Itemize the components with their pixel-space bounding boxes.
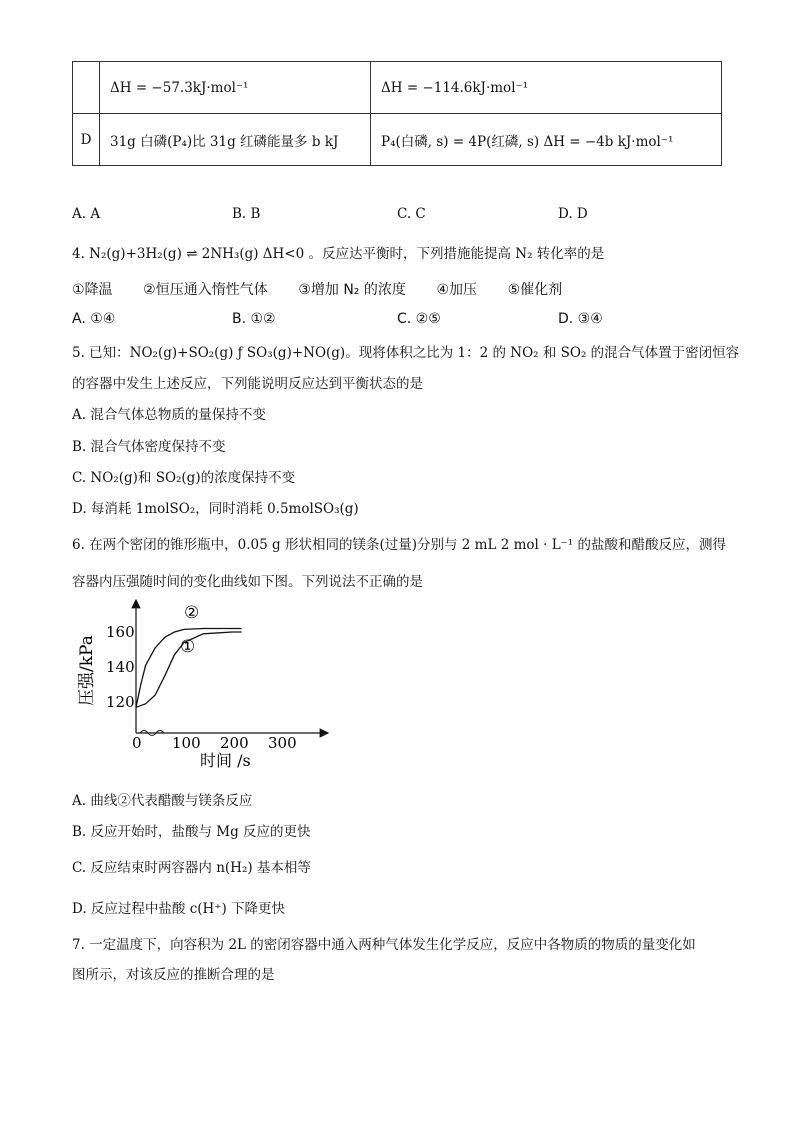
x-tick-label: 200 <box>220 734 249 752</box>
q6-stem-line2: 容器内压强随时间的变化曲线如下图。下列说法不正确的是 <box>72 574 423 590</box>
y-axis-label: 压强/kPa <box>77 635 97 706</box>
measure-item: ④加压 <box>436 282 478 298</box>
q3-option-b: B. B <box>232 206 261 222</box>
q4-option-c: C. ②⑤ <box>397 311 441 327</box>
measure-item: ②恒压通入惰性气体 <box>143 282 268 298</box>
row-right-cell: P₄(白磷, s) = 4P(红磷, s) ΔH = −4b kJ·mol⁻¹ <box>371 114 722 166</box>
row-letter: D <box>73 114 100 166</box>
table-row <box>73 62 722 114</box>
y-tick-label: 140 <box>106 658 135 676</box>
q7-line2: 图所示，对该反应的推断合理的是 <box>72 967 275 983</box>
measure-item: ①降温 <box>72 282 113 298</box>
y-tick-label: 160 <box>106 623 135 641</box>
answer-table <box>72 61 722 166</box>
q3-option-c: C. C <box>397 206 426 222</box>
x-tick-label: 300 <box>268 734 297 752</box>
q4-option-b: B. ①② <box>232 311 276 327</box>
q4-stem: 4. N₂(g)+3H₂(g) ⇌ 2NH₃(g) ΔH<0 。反应达平衡时，下列措施能提高 N₂ 转化率的是 <box>72 246 605 262</box>
q5-option-d: D. 每消耗 1molSO₂，同时消耗 0.5molSO₃(g) <box>72 501 359 517</box>
row-right-cell: ΔH = −114.6kJ·mol⁻¹ <box>371 62 722 114</box>
x-tick-label: 100 <box>172 734 201 752</box>
x-tick-label: 0 <box>132 734 142 752</box>
y-tick-label: 120 <box>106 693 135 711</box>
measure-item: ⑤催化剂 <box>507 282 563 298</box>
q5-stem-line2: 的容器中发生上述反应，下列能说明反应达到平衡状态的是 <box>72 376 423 392</box>
curve-label: ② <box>184 603 200 623</box>
q5-option-b: B. 混合气体密度保持不变 <box>72 439 226 455</box>
row-left-cell: ΔH = −57.3kJ·mol⁻¹ <box>100 62 371 114</box>
q4-option-d: D. ③④ <box>558 311 603 327</box>
q6-option-c: C. 反应结束时两容器内 n(H₂) 基本相等 <box>72 860 311 876</box>
q7-line1: 7. 一定温度下，向容积为 2L 的密闭容器中通入两种气体发生化学反应，反应中各物质的物质的量变化如 <box>72 937 696 953</box>
q5-option-c: C. NO₂(g)和 SO₂(g)的浓度保持不变 <box>72 470 296 486</box>
q6-option-a: A. 曲线②代表醋酸与镁条反应 <box>72 793 253 809</box>
q4-measures <box>72 279 562 299</box>
q3-option-d: D. D <box>558 206 588 222</box>
q5-stem-line1: 5. 已知：NO₂(g)+SO₂(g) ƒ SO₃(g)+NO(g)。现将体积之比为 1：2 的 NO₂ 和 SO₂ 的混合气体置于密闭恒容 <box>72 345 740 361</box>
q6-option-b: B. 反应开始时，盐酸与 Mg 反应的更快 <box>72 824 311 840</box>
x-axis-label: 时间 /s <box>200 751 251 770</box>
q6-option-d: D. 反应过程中盐酸 c(H⁺) 下降更快 <box>72 901 286 917</box>
row-left-cell: 31g 白磷(P₄)比 31g 红磷能量多 b kJ <box>100 114 371 166</box>
q6-stem-line1: 6. 在两个密闭的锥形瓶中，0.05 g 形状相同的镁条(过量)分别与 2 mL 2 mol · L⁻¹ 的盐酸和醋酸反应，测得 <box>72 537 727 553</box>
curve-label: ① <box>180 637 196 657</box>
q3-option-a: A. A <box>72 206 101 222</box>
q5-option-a: A. 混合气体总物质的量保持不变 <box>72 407 266 423</box>
table-row <box>73 114 722 166</box>
row-letter <box>73 62 100 114</box>
q4-option-a: A. ①④ <box>72 311 116 327</box>
measure-item: ③增加 N₂ 的浓度 <box>298 282 406 298</box>
pressure-time-chart <box>70 598 350 778</box>
